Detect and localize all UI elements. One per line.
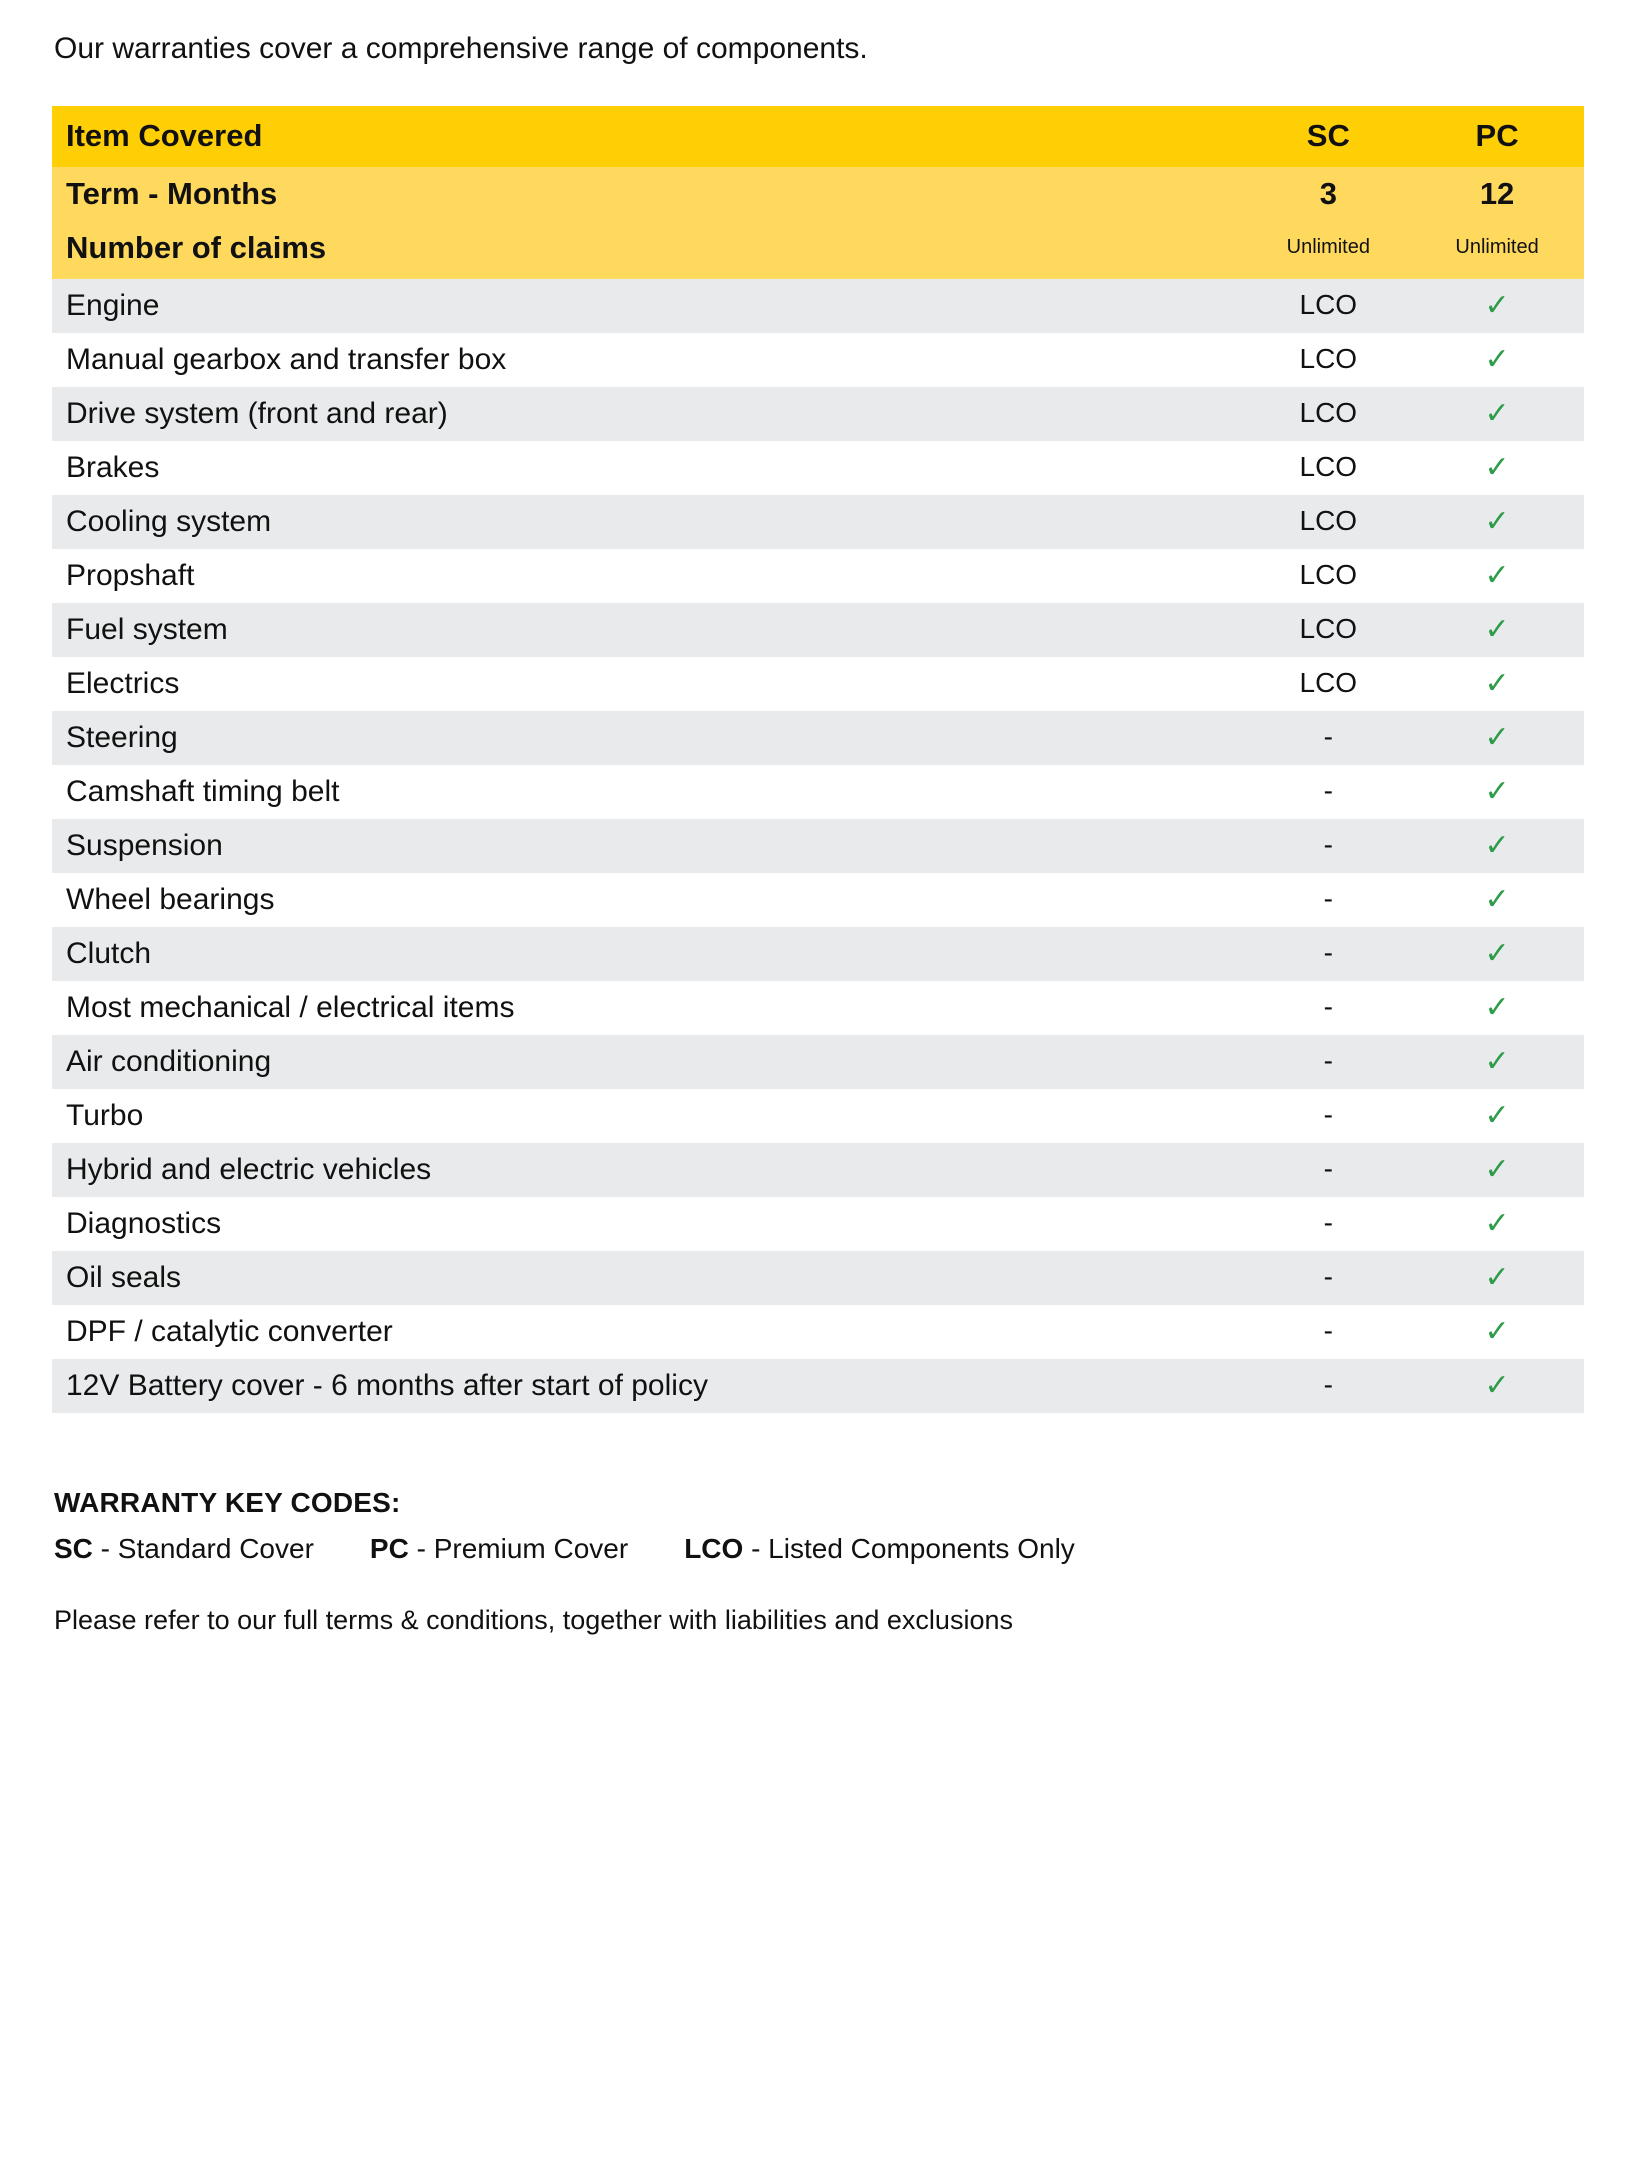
row-item-label: Diagnostics — [66, 1206, 222, 1240]
key-code-lco: LCO — [684, 1532, 744, 1564]
row-item-label: Engine — [52, 279, 1247, 333]
row-item-label: Clutch — [52, 927, 1247, 981]
table-body — [52, 106, 1584, 1413]
table-row — [52, 927, 1584, 981]
row-sc-value: - — [1323, 990, 1333, 1022]
table-row — [52, 1089, 1584, 1143]
key-code-pc: PC — [369, 1532, 409, 1564]
table-row — [52, 1305, 1584, 1359]
row-pc-value: ✓ — [1410, 279, 1584, 333]
row-item-label: Manual gearbox and transfer box — [66, 342, 507, 376]
table-row — [52, 1035, 1584, 1089]
row-pc-value: ✓ — [1484, 558, 1510, 592]
row-pc-value: ✓ — [1484, 990, 1510, 1024]
row-sc-value: - — [1247, 927, 1411, 981]
key-item-sc — [54, 1533, 314, 1565]
row-item-label: Turbo — [66, 1098, 144, 1132]
key-item-lco — [684, 1533, 1075, 1565]
number-of-claims-sc: Unlimited — [1247, 221, 1411, 279]
row-sc-value: - — [1323, 882, 1333, 914]
header-item-covered: Item Covered — [52, 106, 1247, 167]
row-pc-value: ✓ — [1484, 774, 1510, 808]
table-row — [52, 495, 1584, 549]
table-row — [52, 819, 1584, 873]
key-codes-title: WARRANTY KEY CODES: — [54, 1486, 401, 1518]
row-pc-value: ✓ — [1410, 711, 1584, 765]
warranty-key-codes — [54, 1487, 1584, 1638]
row-item-label: Camshaft timing belt — [66, 774, 340, 808]
row-sc-value: - — [1323, 1098, 1333, 1130]
key-item-pc — [370, 1533, 628, 1565]
row-item-label: Cooling system — [52, 495, 1247, 549]
row-sc-value: - — [1247, 1359, 1411, 1413]
row-sc-value: LCO — [1299, 450, 1358, 482]
table-row — [52, 711, 1584, 765]
term-months-pc: 12 — [1410, 167, 1584, 221]
row-sc-value: - — [1323, 1314, 1333, 1346]
row-item-label: DPF / catalytic converter — [66, 1314, 393, 1348]
row-pc-value: ✓ — [1410, 1251, 1584, 1305]
row-pc-value: ✓ — [1410, 603, 1584, 657]
row-sc-value: - — [1323, 774, 1333, 806]
row-sc-value: - — [1247, 711, 1411, 765]
row-pc-value: ✓ — [1410, 819, 1584, 873]
key-desc-sc: - Standard Cover — [92, 1532, 314, 1564]
row-pc-value: ✓ — [1484, 1206, 1510, 1240]
row-item-label: Drive system (front and rear) — [52, 387, 1247, 441]
number-of-claims-pc: Unlimited — [1410, 221, 1584, 279]
header-sc: SC — [1247, 106, 1411, 167]
row-sc-value: LCO — [1299, 558, 1358, 590]
table-row — [52, 1359, 1584, 1413]
intro-text: Our warranties cover a comprehensive range of components. — [54, 32, 868, 65]
table-row — [52, 441, 1584, 495]
row-item-label: Wheel bearings — [66, 882, 275, 916]
row-sc-value: LCO — [1247, 603, 1411, 657]
key-desc-lco: - Listed Components Only — [743, 1532, 1075, 1564]
row-item-label: Oil seals — [52, 1251, 1247, 1305]
row-pc-value: ✓ — [1410, 495, 1584, 549]
number-of-claims-label: Number of claims — [52, 221, 1247, 279]
row-item-label: Air conditioning — [52, 1035, 1247, 1089]
row-sc-value: LCO — [1247, 279, 1411, 333]
row-sc-value: - — [1247, 1143, 1411, 1197]
row-item-label: Most mechanical / electrical items — [66, 990, 515, 1024]
row-item-label: Brakes — [66, 450, 160, 484]
row-pc-value: ✓ — [1484, 882, 1510, 916]
footnote-text: Please refer to our full terms & conditions, together with liabilities and exclusions — [54, 1604, 1013, 1635]
row-pc-value: ✓ — [1484, 450, 1510, 484]
table-row — [52, 765, 1584, 819]
row-pc-value: ✓ — [1484, 1314, 1510, 1348]
row-pc-value: ✓ — [1484, 1098, 1510, 1132]
row-item-label: Electrics — [66, 666, 180, 700]
term-months-row — [52, 167, 1584, 221]
table-row — [52, 981, 1584, 1035]
row-sc-value: LCO — [1247, 495, 1411, 549]
row-pc-value: ✓ — [1410, 1143, 1584, 1197]
key-codes-line — [54, 1533, 1584, 1565]
row-sc-value: LCO — [1299, 342, 1358, 374]
table-row — [52, 1197, 1584, 1251]
table-row — [52, 279, 1584, 333]
row-pc-value: ✓ — [1410, 927, 1584, 981]
row-sc-value: - — [1247, 1251, 1411, 1305]
row-pc-value: ✓ — [1410, 387, 1584, 441]
row-item-label: Steering — [52, 711, 1247, 765]
row-pc-value: ✓ — [1410, 1035, 1584, 1089]
table-row — [52, 1251, 1584, 1305]
term-months-sc: 3 — [1247, 167, 1411, 221]
row-sc-value: - — [1323, 1206, 1333, 1238]
row-sc-value: - — [1247, 819, 1411, 873]
number-of-claims-row — [52, 221, 1584, 279]
key-code-sc: SC — [54, 1532, 93, 1564]
row-pc-value: ✓ — [1410, 1359, 1584, 1413]
row-sc-value: LCO — [1299, 666, 1358, 698]
row-pc-value: ✓ — [1484, 666, 1510, 700]
table-row — [52, 387, 1584, 441]
table-row — [52, 1143, 1584, 1197]
row-pc-value: ✓ — [1484, 342, 1510, 376]
row-sc-value: - — [1247, 1035, 1411, 1089]
row-sc-value: LCO — [1247, 387, 1411, 441]
table-row — [52, 333, 1584, 387]
table-row — [52, 657, 1584, 711]
table-header-row — [52, 106, 1584, 167]
row-item-label: Hybrid and electric vehicles — [52, 1143, 1247, 1197]
term-months-label: Term - Months — [52, 167, 1247, 221]
table-row — [52, 549, 1584, 603]
table-row — [52, 603, 1584, 657]
table-row — [52, 873, 1584, 927]
row-item-label: 12V Battery cover - 6 months after start of policy — [52, 1359, 1247, 1413]
row-item-label: Fuel system — [52, 603, 1247, 657]
row-item-label: Suspension — [52, 819, 1247, 873]
header-pc: PC — [1410, 106, 1584, 167]
key-desc-pc: - Premium Cover — [408, 1532, 629, 1564]
warranty-coverage-table — [52, 106, 1584, 1413]
row-item-label: Propshaft — [66, 558, 195, 592]
